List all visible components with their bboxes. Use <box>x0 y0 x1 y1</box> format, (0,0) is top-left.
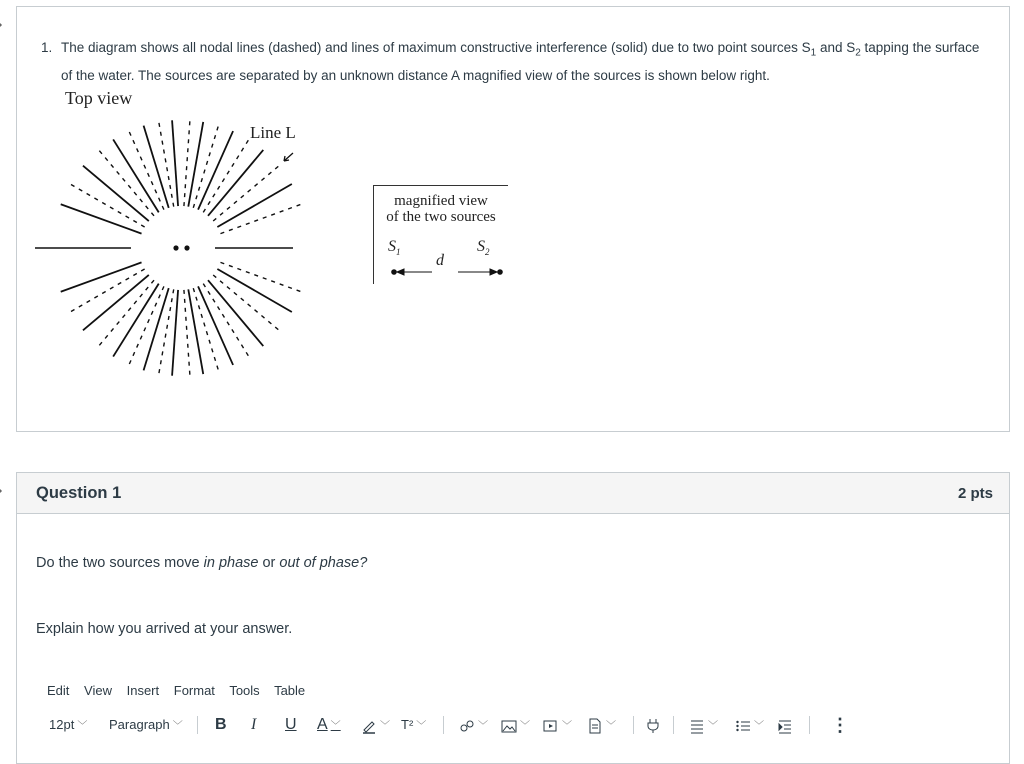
menu-edit[interactable]: Edit <box>47 683 70 698</box>
link-icon <box>459 718 475 734</box>
s2-label: $S_2$ <box>477 238 490 258</box>
menu-format[interactable]: Format <box>173 683 215 698</box>
menu-insert[interactable]: Insert <box>126 683 160 698</box>
chevron-down-icon: ﹀ <box>478 721 488 732</box>
question-title: Question 1 <box>36 484 122 502</box>
question-context-card <box>16 6 1010 432</box>
nodal-line <box>184 290 190 376</box>
maximum-line <box>61 204 142 233</box>
chevron-down-icon: ﹀ <box>77 721 88 732</box>
chevron-down-icon: ﹀ <box>562 721 572 732</box>
nodal-line <box>159 122 174 207</box>
magnified-view-title: magnified view of the two sources <box>386 193 496 225</box>
highlighter-icon <box>361 718 377 734</box>
document-icon <box>587 718 603 734</box>
maximum-line <box>198 131 233 210</box>
maximum-line <box>83 166 149 221</box>
question-stem <box>41 37 991 83</box>
question-prompt: Do the two sources move in phase or out of phase? <box>36 555 368 571</box>
menu-view[interactable]: View <box>84 683 112 698</box>
source-s2-dot <box>184 245 189 250</box>
collapse-arrow-icon <box>0 486 6 496</box>
maximum-line <box>198 286 233 365</box>
chevron-down-icon: ﹀ <box>606 721 616 732</box>
line-l-arrow <box>284 153 293 161</box>
stem-number: 1. <box>41 40 53 55</box>
italic-button[interactable]: I <box>251 716 257 733</box>
align-button[interactable] <box>689 713 718 737</box>
chevron-down-icon: ﹀ <box>416 721 427 732</box>
image-icon <box>501 718 517 734</box>
media-icon <box>543 718 559 734</box>
align-icon <box>689 718 705 734</box>
question-prompt-explain: Explain how you arrived at your answer. <box>36 621 293 637</box>
chevron-down-icon: ﹀ <box>380 721 390 732</box>
stem-text: The diagram shows all nodal lines (dashed) and lines of maximum constructive interference (solid) due to two point sources $S_1$ and $S_2$ tapping the surface of the water. The sources are separated by an unknown distance A magnified view of the sources is shown below right. <box>61 40 980 83</box>
s1-label: $S_1$ <box>388 238 401 258</box>
magnified-view-box <box>373 185 508 284</box>
indent-icon <box>777 718 793 734</box>
maximum-line <box>83 275 149 330</box>
top-view-label: Top view <box>65 88 133 108</box>
maximum-line <box>188 289 203 374</box>
maximum-line <box>172 120 178 206</box>
maximum-line <box>172 290 178 376</box>
indent-button[interactable] <box>777 713 793 737</box>
document-button[interactable] <box>587 713 616 737</box>
link-button[interactable] <box>459 713 488 737</box>
underline-button[interactable]: U <box>285 716 297 733</box>
source-s1-dot <box>173 245 178 250</box>
menu-tools[interactable]: Tools <box>229 683 260 698</box>
menu-table[interactable]: Table <box>274 683 306 698</box>
highlight-color-button[interactable] <box>361 713 390 737</box>
question-header <box>17 473 1009 514</box>
nodal-line <box>213 166 279 221</box>
plug-icon <box>645 718 661 734</box>
nodal-line <box>193 288 218 370</box>
question-card <box>16 472 1010 764</box>
magnified-sources-drawing <box>374 186 508 284</box>
nodal-line <box>213 275 279 330</box>
image-button[interactable] <box>501 713 530 737</box>
chevron-down-icon: ﹀ <box>708 721 718 732</box>
superscript-button[interactable]: T² ﹀ <box>401 717 427 732</box>
collapse-arrow-icon <box>0 20 6 30</box>
chevron-down-icon: ﹀ <box>172 721 183 732</box>
nodal-line <box>184 120 190 206</box>
text-color-button[interactable]: A ﹀ <box>317 716 341 733</box>
question-points: 2 pts <box>957 485 993 502</box>
line-l-label: Line L <box>250 123 296 142</box>
block-format-select[interactable]: Paragraph ﹀ <box>109 717 183 732</box>
chevron-down-icon: ﹀ <box>520 721 530 732</box>
distance-d-label: d <box>436 252 444 269</box>
editor-menubar <box>47 683 316 698</box>
more-options-button[interactable]: ⋮ <box>831 715 849 735</box>
media-button[interactable] <box>543 713 572 737</box>
apps-plugin-button[interactable] <box>645 713 661 737</box>
nodal-line <box>159 289 174 374</box>
maximum-line <box>188 122 203 207</box>
font-size-select[interactable]: 12pt ﹀ <box>49 717 88 732</box>
chevron-down-icon: ﹀ <box>330 721 341 732</box>
nodal-line <box>129 286 164 365</box>
bulleted-list-icon <box>735 718 751 734</box>
editor-toolbar <box>47 713 867 737</box>
interference-diagram <box>35 103 335 403</box>
chevron-down-icon: ﹀ <box>754 721 764 732</box>
maximum-line <box>61 262 142 291</box>
nodal-line <box>193 126 218 208</box>
nodal-line <box>129 131 164 210</box>
bold-button[interactable]: B <box>215 716 227 733</box>
bulleted-list-button[interactable] <box>735 713 764 737</box>
